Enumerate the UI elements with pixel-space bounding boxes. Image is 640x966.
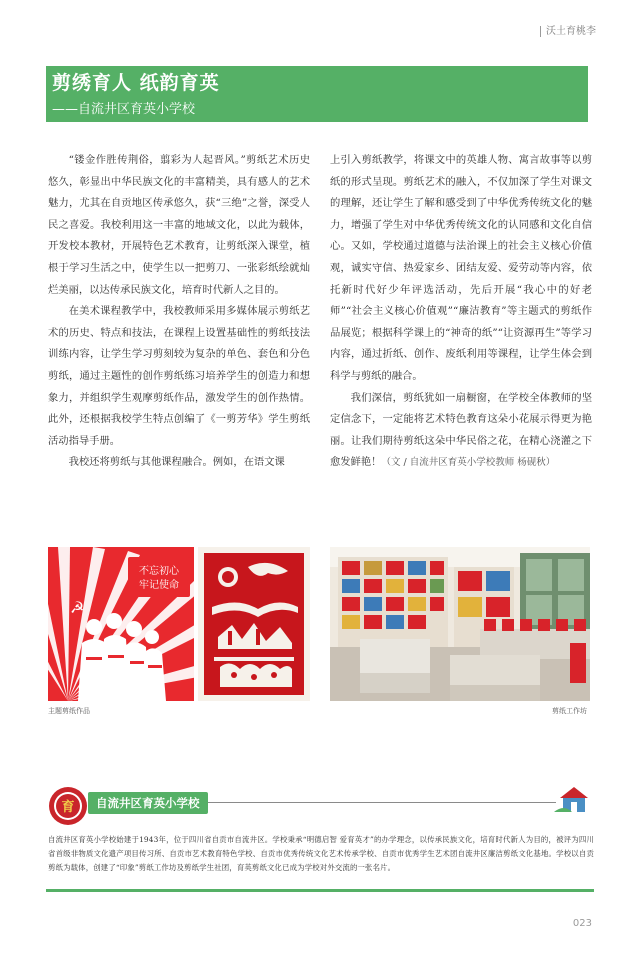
page-number: 023 (572, 918, 592, 929)
paragraph: 上引入剪纸教学，将课文中的英雄人物、寓言故事等以剪纸的形式呈现。剪纸艺术的融入，不仅加深了学生对课文的理解，还让学生了解和感受到了中华优秀传统文化的魅力，增强了学生对中华优秀传统文化的认同感和文化自信心。又如，学校通过道德与法治课上的社会主义核心价值观，诚实守信、热爱家乡、团结友爱、爱劳动等内容，依托新时代好少年评选活动，先后开展“我心中的好老师”“社会主义核心价值观”“廉洁教育”等主题式的剪纸作品展览；根据科学课上的“神奇的纸”“让资源再生”等学习内容，通过折纸、创作、废纸利用等课程，让学生体会到科学与剪纸的融合。 (330, 154, 592, 382)
papercut-scene-image (198, 547, 310, 701)
papercut-slogan-line2: 牢记使命 (139, 580, 179, 591)
article-column-right (330, 150, 592, 474)
bottom-rule (46, 889, 594, 892)
section-tag: 沃土育桃李 (540, 26, 596, 37)
paragraph: 我校还将剪纸与其他课程融合。例如，在语文课 (68, 456, 285, 469)
papercut-sunburst-image (48, 547, 194, 701)
right-photo-caption: 剪纸工作坊 (552, 707, 587, 715)
papercut-slogan-line1: 不忘初心 (139, 566, 179, 577)
paragraph-text: 我们深信，剪纸犹如一扇橱窗，在学校全体教师的坚定信念下，一定能将艺术特色教育这朵小花展示得更为艳丽。让我们期待剪纸这朵中华民俗之花，在精心浇灌之下愈发鲜艳！ (330, 391, 592, 469)
article-subtitle: ——自流井区育英小学校 (52, 102, 196, 117)
author-credit: （文 / 自流井区育英小学校教师 杨砚秋） (381, 457, 556, 469)
workshop-photo (330, 547, 590, 701)
article-column-left (48, 150, 310, 474)
papercut-photo-scene (198, 547, 310, 701)
school-logo-icon (48, 786, 88, 826)
paragraph (330, 388, 592, 474)
paragraph: 在美术课程教学中，我校教师采用多媒体展示剪纸艺术的历史、特点和技法，在课程上设置基础性的剪纸技法训练内容，让学生学习剪刻较为复杂的单色、套色和分色剪纸，通过主题性的创作剪纸练习培养学生的创造力和想象力，并组织学生观摩剪纸作品，激发学生的创作热情。此外，还根据我校学生特点创编了《一剪芳华》学生剪纸活动指导手册。 (48, 305, 310, 447)
left-photo-caption: 主题剪纸作品 (48, 707, 90, 715)
page-header (0, 0, 640, 46)
house-icon (554, 784, 594, 814)
school-logo-char: 育 (61, 800, 75, 815)
school-description: 自流井区育英小学校始建于1943年，位于四川省自贡市自流井区。学校秉承“明德启智 爱育英才”的办学理念，以传承民族文化，培育时代新人为目的，被评为四川省首级非物质文化遗产项目传习所、自贡市艺术教育特色学校、自贡市优秀传统文化艺术传承学校、自贡市优秀学生艺术团自流井区廉洁剪纸文化基地。学校以自贡剪纸为载体，创建了“印象”剪纸工作坊及剪纸学生社团，育英剪纸文化已成为学校对外交流的一张名片。 (48, 835, 594, 872)
svg-text:☭: ☭ (70, 598, 85, 617)
divider-line (208, 802, 556, 803)
school-logo (48, 786, 88, 826)
paragraph: “镂金作胜传荆俗，翦彩为人起晋风。”剪纸艺术历史悠久，彰显出中华民族文化的丰富精美，具有感人的艺术魅力，尤其在自贡地区传承悠久，获“三绝”之誉，深受人民之喜爱。我校利用这一丰富的地域文化，以此为载体，开发校本教材，开展特色艺术教育，让剪纸深入课堂，植根于学习生活之中，使学生以一把剪刀、一张彩纸绘就灿烂美丽，以达传承民族文化，培育时代新人之目的。 (48, 154, 310, 296)
school-name: 自流井区育英小学校 (96, 796, 200, 810)
article-title: 剪绣育人 纸韵育英 (52, 72, 220, 94)
papercut-photo-sunburst (48, 547, 194, 701)
workshop-room-image (330, 547, 590, 701)
